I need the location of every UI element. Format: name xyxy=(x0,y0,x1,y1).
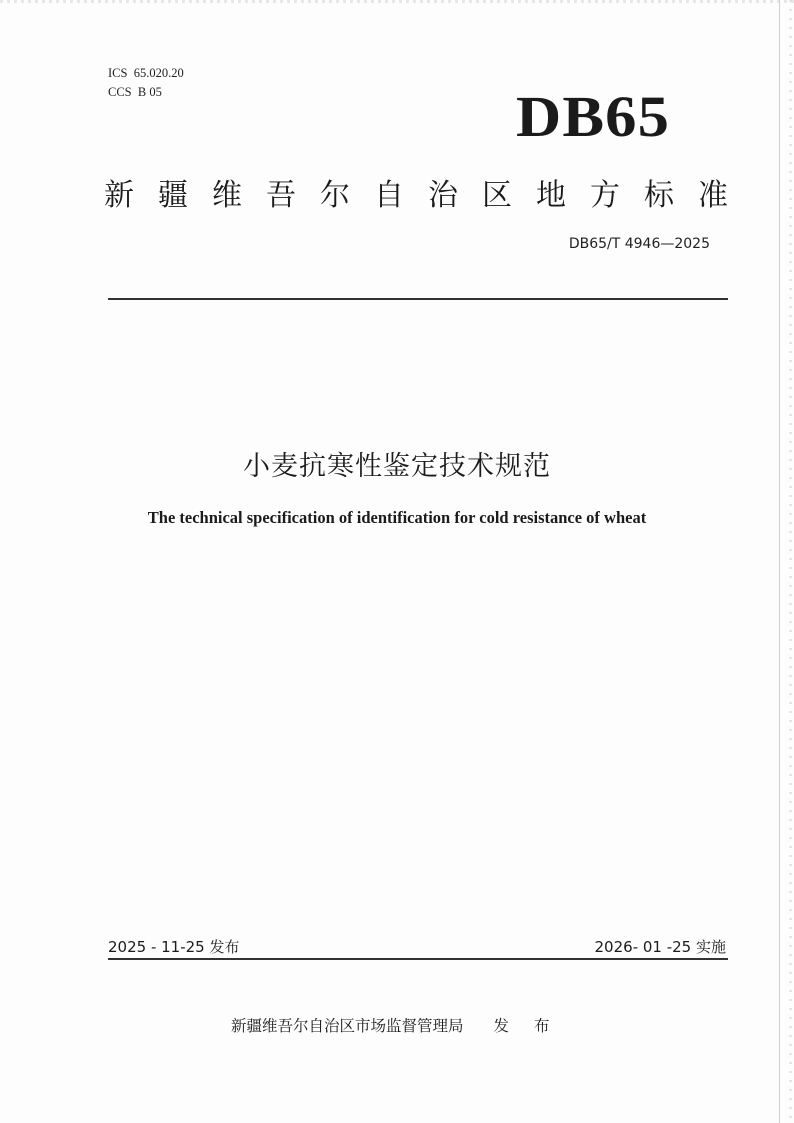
issue-date: 2025 - 11-25 发布 xyxy=(108,938,240,956)
scan-artifact-top xyxy=(0,0,794,3)
publisher-name: 新疆维吾尔自治区市场监督管理局 xyxy=(231,1017,464,1035)
ccs-code: CCS B 05 xyxy=(108,85,162,99)
top-divider xyxy=(108,298,728,300)
ics-code: ICS 65.020.20 xyxy=(108,66,184,80)
db65-logo xyxy=(516,84,670,149)
standard-number: DB65/T 4946—2025 xyxy=(568,236,710,252)
document-title-chinese: 小麦抗寒性鉴定技术规范 xyxy=(243,451,551,482)
logo-text: DB65 xyxy=(516,84,670,149)
classification-codes xyxy=(108,64,184,102)
document-title-english: The technical specification of identification for cold resistance of wheat xyxy=(147,508,647,527)
standard-authority-heading: 新疆维吾尔自治区地方标准 xyxy=(104,178,752,213)
publisher-line xyxy=(231,1014,559,1036)
effective-date: 2026- 01 -25 实施 xyxy=(594,938,726,956)
scan-artifact-right-line xyxy=(779,0,780,1123)
scan-artifact-right-edge xyxy=(789,0,792,1123)
bottom-divider xyxy=(108,958,728,960)
publish-action: 发 布 xyxy=(493,1017,560,1035)
